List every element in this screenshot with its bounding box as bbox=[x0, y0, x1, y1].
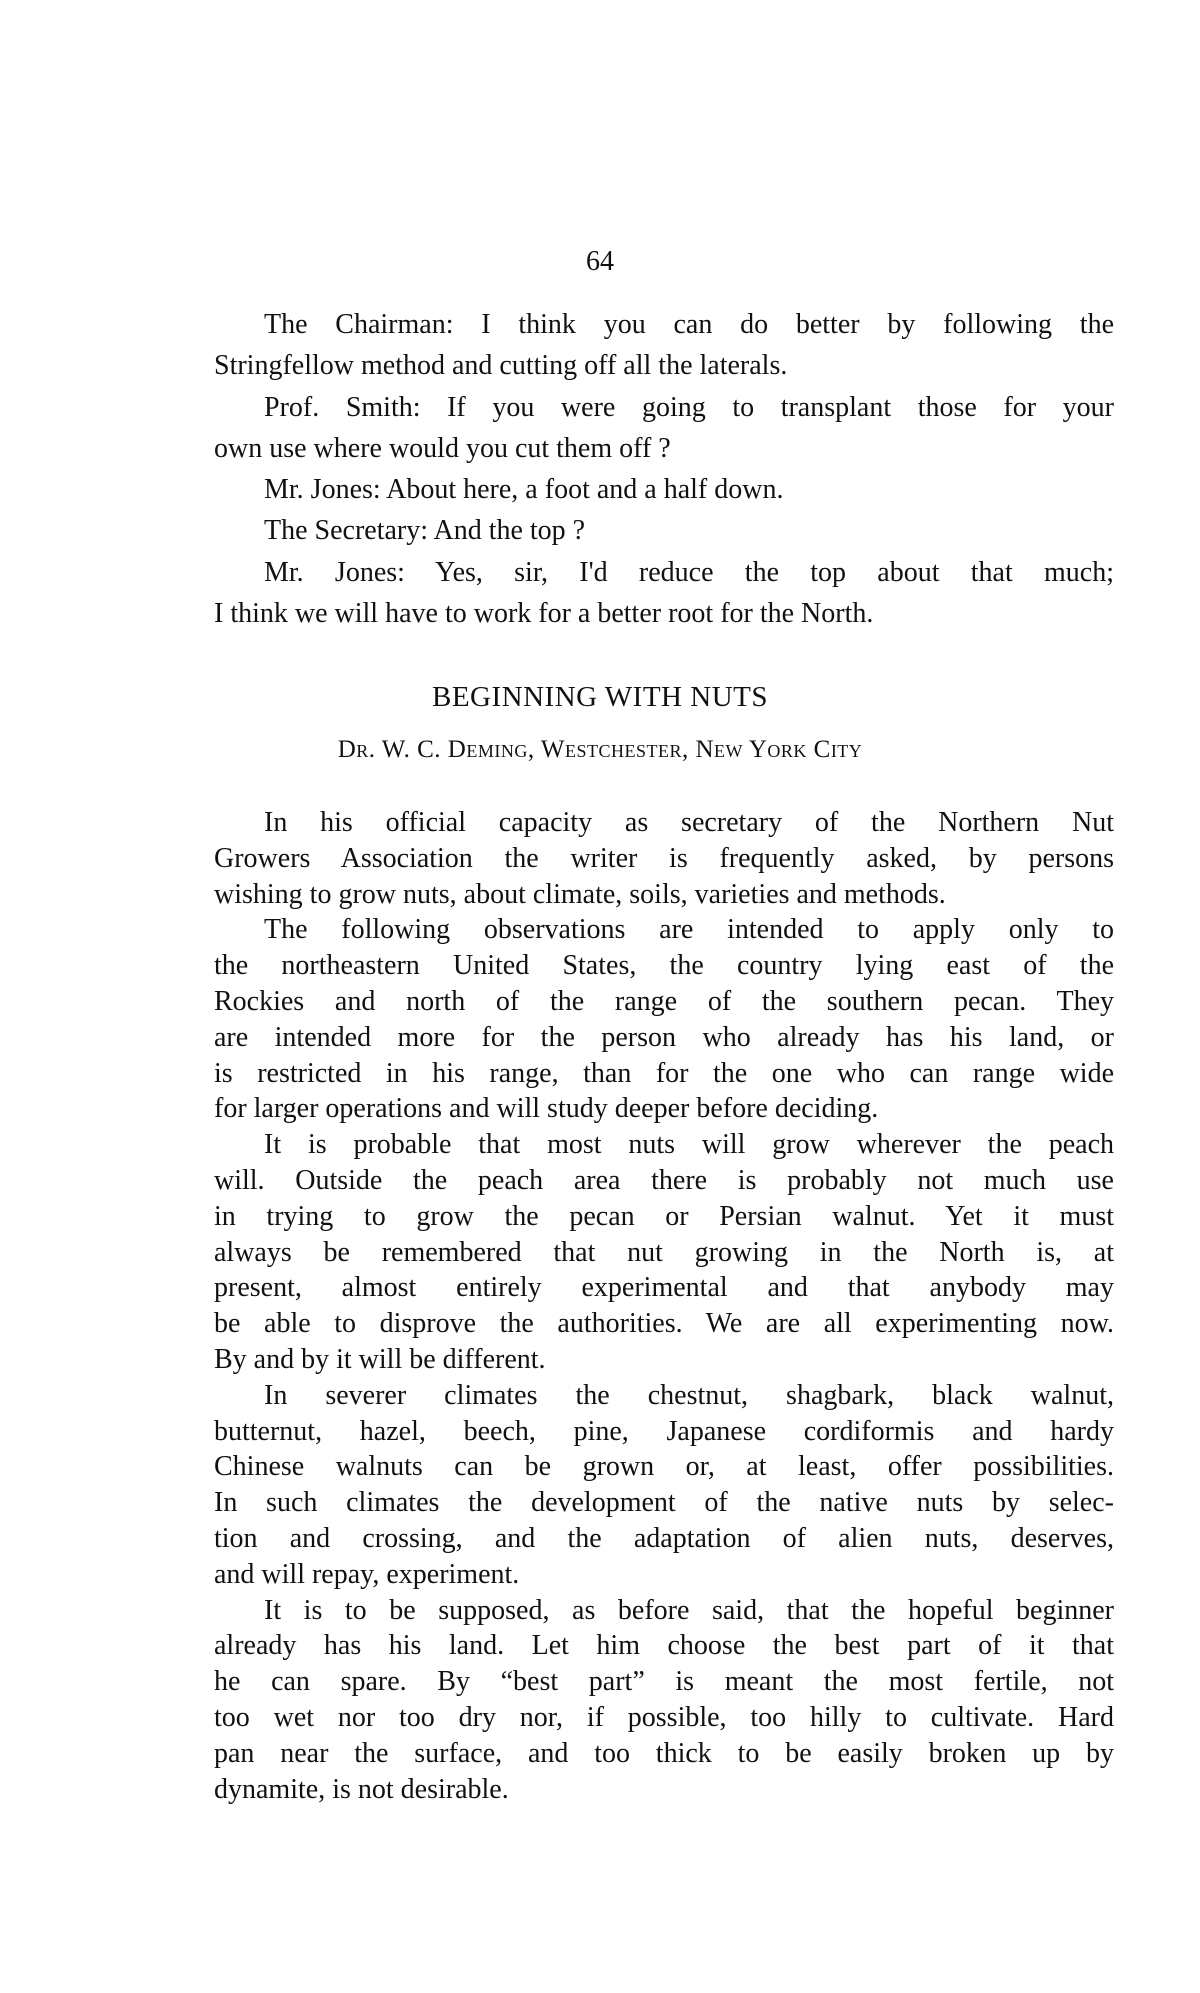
article-author: Dr. W. C. Deming, Westchester, New York City bbox=[337, 736, 863, 763]
paragraph-line: By and by it will be different. bbox=[214, 1343, 546, 1375]
paragraph-line: too wet nor too dry nor, if possible, too hilly to cultivate. Hard bbox=[214, 1701, 1114, 1733]
paragraph-line: In his official capacity as secretary of the Northern Nut bbox=[264, 807, 1114, 838]
paragraph-line: Chinese walnuts can be grown or, at least, offer possibilities. bbox=[214, 1451, 1114, 1483]
article-body bbox=[214, 805, 1114, 1807]
paragraph-line: In severer climates the chestnut, shagbark, black walnut, bbox=[264, 1379, 1114, 1411]
paragraph-line: In such climates the development of the native nuts by selec- bbox=[214, 1487, 1114, 1519]
article-title: BEGINNING WITH NUTS bbox=[432, 681, 768, 713]
paragraph-line: The following observations are intended to apply only to bbox=[264, 914, 1114, 946]
paragraph-line: the northeastern United States, the country lying east of the bbox=[214, 950, 1114, 982]
paragraph-line: for larger operations and will study deeper before deciding. bbox=[214, 1093, 879, 1125]
paragraph-line: Growers Association the writer is frequently asked, by persons bbox=[214, 842, 1114, 874]
discussion-transcript bbox=[214, 304, 1114, 634]
paragraph-line: butternut, hazel, beech, pine, Japanese cordiformis and hardy bbox=[214, 1415, 1114, 1447]
text-line: Mr. Jones: About here, a foot and a half down. bbox=[264, 474, 784, 506]
paragraph-line: tion and crossing, and the adaptation of alien nuts, deserves, bbox=[214, 1522, 1114, 1554]
paragraph-line: in trying to grow the pecan or Persian walnut. Yet it must bbox=[214, 1200, 1114, 1232]
paragraph-line: pan near the surface, and too thick to be easily broken up by bbox=[214, 1737, 1114, 1769]
paragraph-line: dynamite, is not desirable. bbox=[214, 1773, 509, 1805]
paragraph-line: are intended more for the person who already has his land, or bbox=[214, 1021, 1114, 1053]
paragraph-line: he can spare. By “best part” is meant the most fertile, not bbox=[214, 1666, 1114, 1698]
paragraph-line: already has his land. Let him choose the best part of it that bbox=[214, 1630, 1114, 1662]
paragraph-line: will. Outside the peach area there is probably not much use bbox=[214, 1164, 1114, 1196]
paragraph-line: Rockies and north of the range of the southern pecan. They bbox=[214, 985, 1114, 1017]
paragraph-line: always be remembered that nut growing in the North is, at bbox=[214, 1236, 1114, 1268]
text-line: The Chairman: I think you can do better by following the bbox=[264, 309, 1114, 340]
text-line: Stringfellow method and cutting off all the laterals. bbox=[214, 350, 788, 382]
paragraph-line: is restricted in his range, than for the one who can range wide bbox=[214, 1057, 1114, 1089]
text-line: I think we will have to work for a better root for the North. bbox=[214, 598, 874, 630]
paragraph-line: and will repay, experiment. bbox=[214, 1558, 520, 1590]
paragraph-line: It is to be supposed, as before said, that the hopeful beginner bbox=[264, 1594, 1114, 1626]
text-line: Prof. Smith: If you were going to transplant those for your bbox=[264, 391, 1114, 423]
paragraph-line: wishing to grow nuts, about climate, soils, varieties and methods. bbox=[214, 878, 946, 910]
text-line: own use where would you cut them off ? bbox=[214, 432, 671, 464]
text-line: Mr. Jones: Yes, sir, I'd reduce the top about that much; bbox=[264, 556, 1114, 588]
text-line: The Secretary: And the top ? bbox=[264, 515, 586, 547]
page-number: 64 bbox=[586, 246, 614, 277]
paragraph-line: It is probable that most nuts will grow wherever the peach bbox=[264, 1129, 1114, 1161]
paragraph-line: be able to disprove the authorities. We are all experimenting now. bbox=[214, 1308, 1114, 1340]
paragraph-line: present, almost entirely experimental and that anybody may bbox=[214, 1272, 1114, 1304]
